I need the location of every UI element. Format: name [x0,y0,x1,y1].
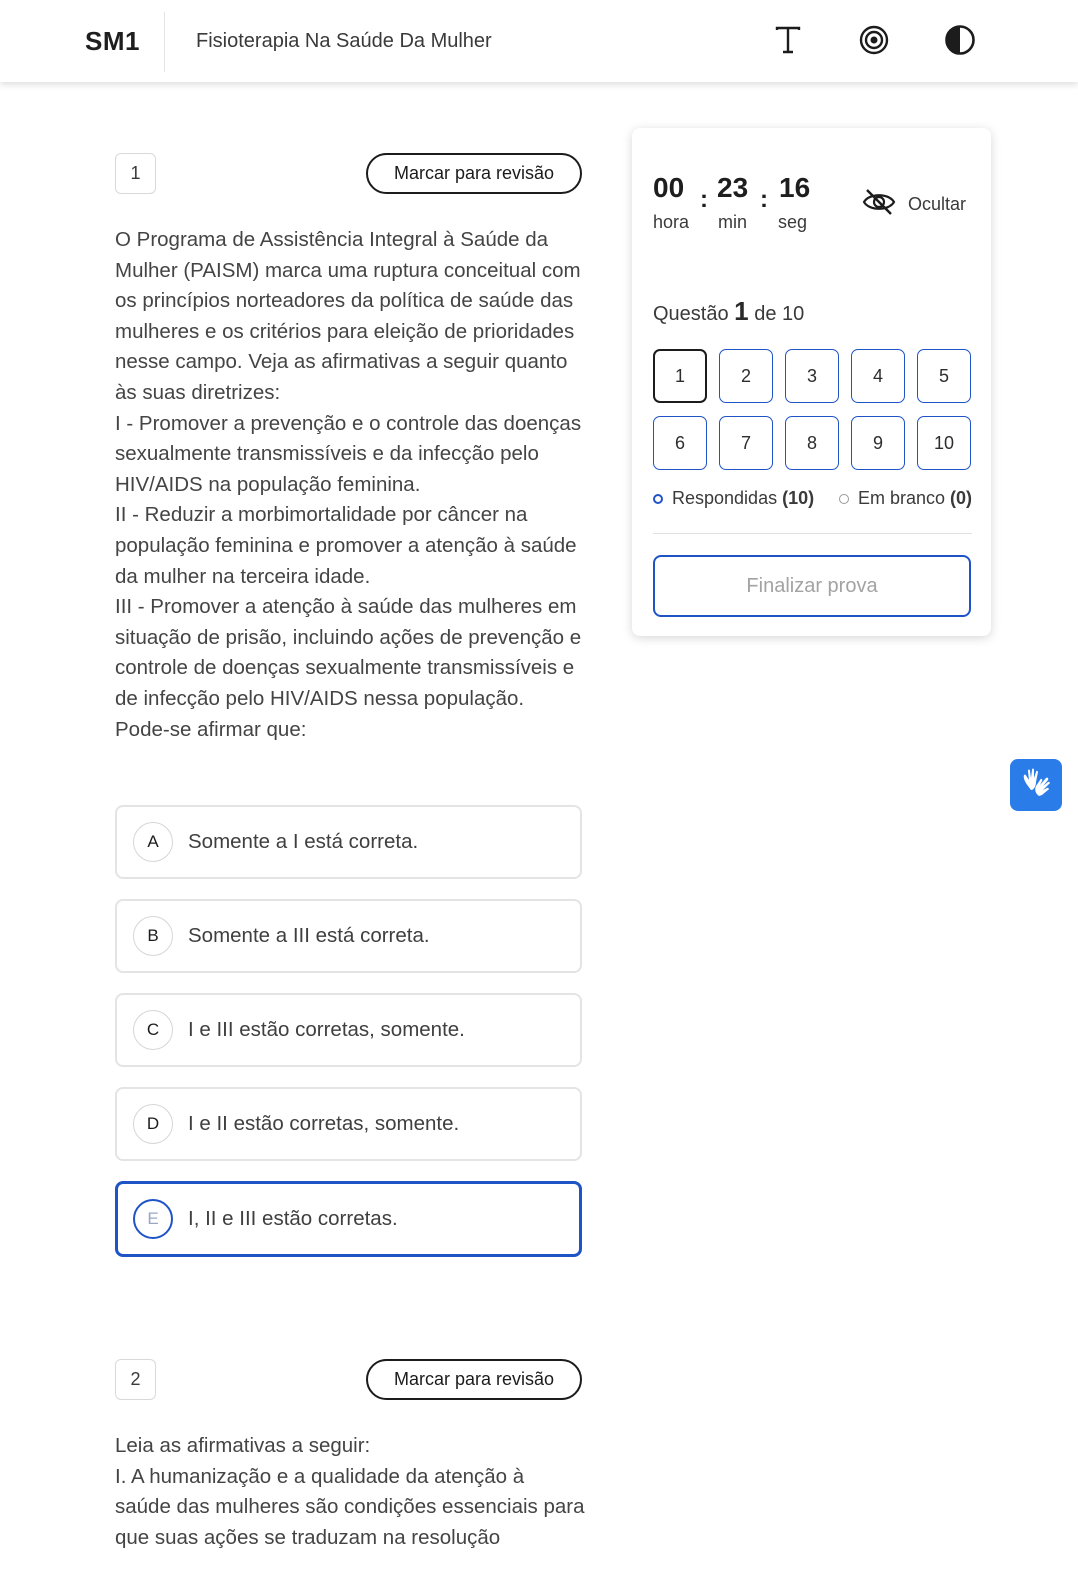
current-question: 1 [734,296,749,326]
timer-hours: 00 [653,172,685,203]
contrast-icon[interactable] [940,20,980,60]
timer-minutes-label: min [718,212,748,232]
hide-label: Ocultar [908,193,967,214]
option-e-selected[interactable] [115,1181,582,1257]
panel-divider [653,533,972,534]
text-size-icon[interactable] [768,20,808,60]
nav-question-3[interactable]: 3 [785,349,839,403]
answered-count: (10) [782,488,815,508]
question-text: Leia as afirmativas a seguir: I. A humanização e a qualidade da atenção à saúde das mulheres são condições essenciais para que suas ações se traduzam na resolução [115,1434,585,1549]
header-divider [164,12,165,72]
timer-minutes: 23 [717,172,749,203]
question-total: de 10 [754,303,805,325]
finish-exam-button[interactable]: Finalizar prova [653,555,971,617]
timer-separator: : [760,186,768,213]
nav-question-1[interactable]: 1 [653,349,707,403]
nav-question-10[interactable]: 10 [917,416,971,470]
option-letter: D [133,1104,173,1144]
blank-label: Em branco [857,488,945,508]
timer-separator: : [700,186,708,213]
question-prefix: Questão [653,303,729,325]
mark-for-review-button[interactable]: Marcar para revisão [366,1359,582,1400]
question-number: 1 [115,153,156,194]
exam-panel [632,128,991,636]
sign-language-button[interactable] [1010,759,1062,811]
course-title: Fisioterapia Na Saúde Da Mulher [196,30,492,52]
nav-question-4[interactable]: 4 [851,349,905,403]
nav-question-8[interactable]: 8 [785,416,839,470]
option-letter: C [133,1010,173,1050]
option-b[interactable] [115,899,582,973]
hide-timer-button[interactable] [862,186,966,222]
option-d[interactable] [115,1087,582,1161]
target-icon[interactable] [854,20,894,60]
app-logo[interactable]: SM1 [85,26,140,56]
timer-hours-label: hora [653,212,690,232]
nav-question-9[interactable]: 9 [851,416,905,470]
option-letter: A [133,822,173,862]
nav-question-5[interactable]: 5 [917,349,971,403]
legend-blank [839,488,972,509]
blank-count: (0) [950,488,972,508]
option-text: Somente a III está correta. [188,924,430,947]
question-navigator [653,349,972,470]
option-a[interactable] [115,805,582,879]
option-text: I e II estão corretas, somente. [188,1112,460,1135]
hands-icon [1019,766,1053,805]
question-progress [653,296,804,327]
mark-for-review-button[interactable]: Marcar para revisão [366,153,582,194]
status-legend [653,488,972,509]
timer-seconds-label: seg [778,212,808,232]
option-letter: E [133,1199,173,1239]
timer-seconds: 16 [779,172,811,203]
option-c[interactable] [115,993,582,1067]
answered-dot-icon [653,494,663,504]
option-text: Somente a I está correta. [188,830,419,853]
blank-dot-icon [839,494,849,504]
legend-answered [653,488,814,509]
option-text: I e III estão corretas, somente. [188,1018,465,1041]
option-letter: B [133,916,173,956]
nav-question-7[interactable]: 7 [719,416,773,470]
option-text: I, II e III estão corretas. [188,1207,398,1230]
answered-label: Respondidas [672,488,778,508]
question-text: O Programa de Assistência Integral à Saúde da Mulher (PAISM) marca uma ruptura conceitual com os princípios norteadores da política de saúde das mulheres e os critérios para eleição de prioridades nesse campo. Veja as afirmativas a seguir quanto às suas diretrizes: I - Promover a prevenção e o controle das doenças sexualmente transmissíveis e da infecção pelo HIV/AIDS na população feminina. II - Reduzir a morbimortalidade por câncer na população feminina e promover a atenção à saúde da mulher na terceira idade. III - Promover a atenção à saúde das mulheres em situação de prisão, incluindo ações de prevenção e controle de doenças sexualmente transmissíveis e de infecção pelo HIV/AIDS nessa população. Pode-se afirmar que: [115,228,582,741]
question-number: 2 [115,1359,156,1400]
top-header [0,0,1078,82]
nav-question-6[interactable]: 6 [653,416,707,470]
eye-off-icon [862,188,896,221]
nav-question-2[interactable]: 2 [719,349,773,403]
